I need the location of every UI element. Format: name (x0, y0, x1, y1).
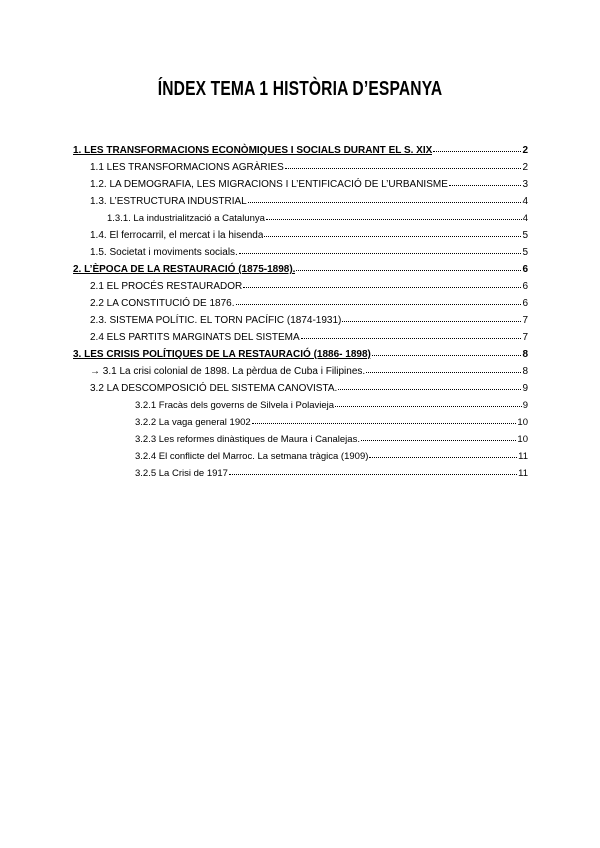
toc-entry-label: 3. LES CRISIS POLÍTIQUES DE LA RESTAURACIÓ (1886- 1898) (73, 349, 371, 360)
toc-page-number: 9 (522, 400, 528, 411)
toc-entry-label: 1.3. L’ESTRUCTURA INDUSTRIAL (90, 196, 247, 207)
toc-entry[interactable] (73, 176, 528, 193)
toc-entry[interactable] (73, 363, 528, 380)
toc-page-number: 2 (522, 145, 528, 156)
toc-entry[interactable] (73, 295, 528, 312)
toc-page-number: 3 (522, 179, 528, 190)
toc-page-number: 6 (522, 298, 528, 309)
toc-entry-label: 2.3. SISTEMA POLÍTIC. EL TORN PACÍFIC (1874-1931) (90, 315, 342, 326)
toc-entry[interactable] (73, 329, 528, 346)
toc-entry-label: 2.1 EL PROCÉS RESTAURADOR (90, 281, 243, 292)
toc-page-number: 4 (522, 213, 528, 224)
toc-dot-leader (296, 262, 521, 272)
toc-entry[interactable] (73, 465, 528, 482)
toc-entry[interactable] (73, 414, 528, 431)
toc-entry-label: → 3.1 La crisi colonial de 1898. La pèrdua de Cuba i Filipines. (90, 366, 366, 377)
toc-section-entry[interactable] (73, 346, 528, 363)
toc-dot-leader (285, 160, 522, 170)
toc-dot-leader (369, 449, 517, 459)
toc-entry[interactable] (73, 210, 528, 227)
toc-page-number: 8 (522, 366, 528, 377)
toc-dot-leader (239, 245, 522, 255)
toc-entry[interactable] (73, 278, 528, 295)
toc-page-number: 10 (517, 434, 528, 445)
toc-entry-label: 3.2.5 La Crisi de 1917 (135, 468, 228, 479)
toc-section-entry[interactable] (73, 261, 528, 278)
toc-entry-label: 3.2 LA DESCOMPOSICIÓ DEL SISTEMA CANOVISTA. (90, 383, 338, 394)
toc-entry-label: 1.1 LES TRANSFORMACIONS AGRÀRIES (90, 162, 284, 173)
toc-dot-leader (449, 177, 522, 187)
toc-dot-leader (433, 143, 521, 153)
toc-entry[interactable] (73, 397, 528, 414)
toc-page-number: 7 (522, 332, 528, 343)
toc-entry-label: 1.5. Societat i moviments socials. (90, 247, 238, 258)
toc-dot-leader (335, 398, 522, 408)
toc-entry-label: 3.2.4 El conflicte del Marroc. La setmana tràgica (1909) (135, 451, 369, 462)
toc-page-number: 7 (522, 315, 528, 326)
toc-dot-leader (248, 194, 522, 204)
toc-entry-label: 1.2. LA DEMOGRAFIA, LES MIGRACIONS I L’ENTIFICACIÓ DE L’URBANISME (90, 179, 448, 190)
toc-dot-leader (342, 313, 521, 323)
toc-entry-label: 1.3.1. La industrialització a Catalunya (107, 213, 265, 224)
toc-page-number: 5 (522, 247, 528, 258)
toc-page-number: 10 (517, 417, 528, 428)
toc-entry[interactable] (73, 380, 528, 397)
toc-dot-leader (338, 381, 521, 391)
toc-entry-label: 2.2 LA CONSTITUCIÓ DE 1876. (90, 298, 235, 309)
toc-entry[interactable] (73, 244, 528, 261)
toc-dot-leader (264, 228, 521, 238)
toc-page-number: 11 (518, 468, 528, 479)
toc-entry-label: 3.2.2 La vaga general 1902 (135, 417, 251, 428)
toc-entry[interactable] (73, 227, 528, 244)
toc-entry[interactable] (73, 159, 528, 176)
toc-dot-leader (243, 279, 521, 289)
toc-dot-leader (229, 466, 517, 476)
toc-dot-leader (266, 211, 522, 221)
toc-entry-label: 2.4 ELS PARTITS MARGINATS DEL SISTEMA (90, 332, 300, 343)
table-of-contents (73, 142, 528, 482)
toc-section-entry[interactable] (73, 142, 528, 159)
toc-page-number: 6 (522, 264, 528, 275)
toc-page-number: 11 (518, 451, 528, 462)
toc-entry[interactable] (73, 312, 528, 329)
toc-entry-label: 1.4. El ferrocarril, el mercat i la hisenda (90, 230, 264, 241)
toc-entry[interactable] (73, 448, 528, 465)
page-title: ÍNDEX TEMA 1 HISTÒRIA D’ESPANYA (157, 78, 443, 100)
toc-entry-label: 3.2.1 Fracàs dels governs de Silvela i Polavieja (135, 400, 335, 411)
toc-dot-leader (236, 296, 522, 306)
toc-entry-label: 3.2.3 Les reformes dinàstiques de Maura i Canalejas. (135, 434, 360, 445)
toc-page-number: 5 (522, 230, 528, 241)
toc-page-number: 9 (522, 383, 528, 394)
toc-entry-label: 1. LES TRANSFORMACIONS ECONÒMIQUES I SOCIALS DURANT EL S. XIX (73, 145, 433, 156)
toc-entry[interactable] (73, 431, 528, 448)
toc-dot-leader (301, 330, 522, 340)
toc-page-number: 6 (522, 281, 528, 292)
toc-page-number: 2 (522, 162, 528, 173)
toc-dot-leader (252, 415, 517, 425)
toc-dot-leader (361, 432, 516, 442)
toc-dot-leader (372, 347, 522, 357)
toc-entry-label: 2. L’ÈPOCA DE LA RESTAURACIÓ (1875-1898). (73, 264, 296, 275)
toc-page-number: 4 (522, 196, 528, 207)
toc-page-number: 8 (522, 349, 528, 360)
toc-dot-leader (366, 364, 521, 374)
toc-entry[interactable] (73, 193, 528, 210)
